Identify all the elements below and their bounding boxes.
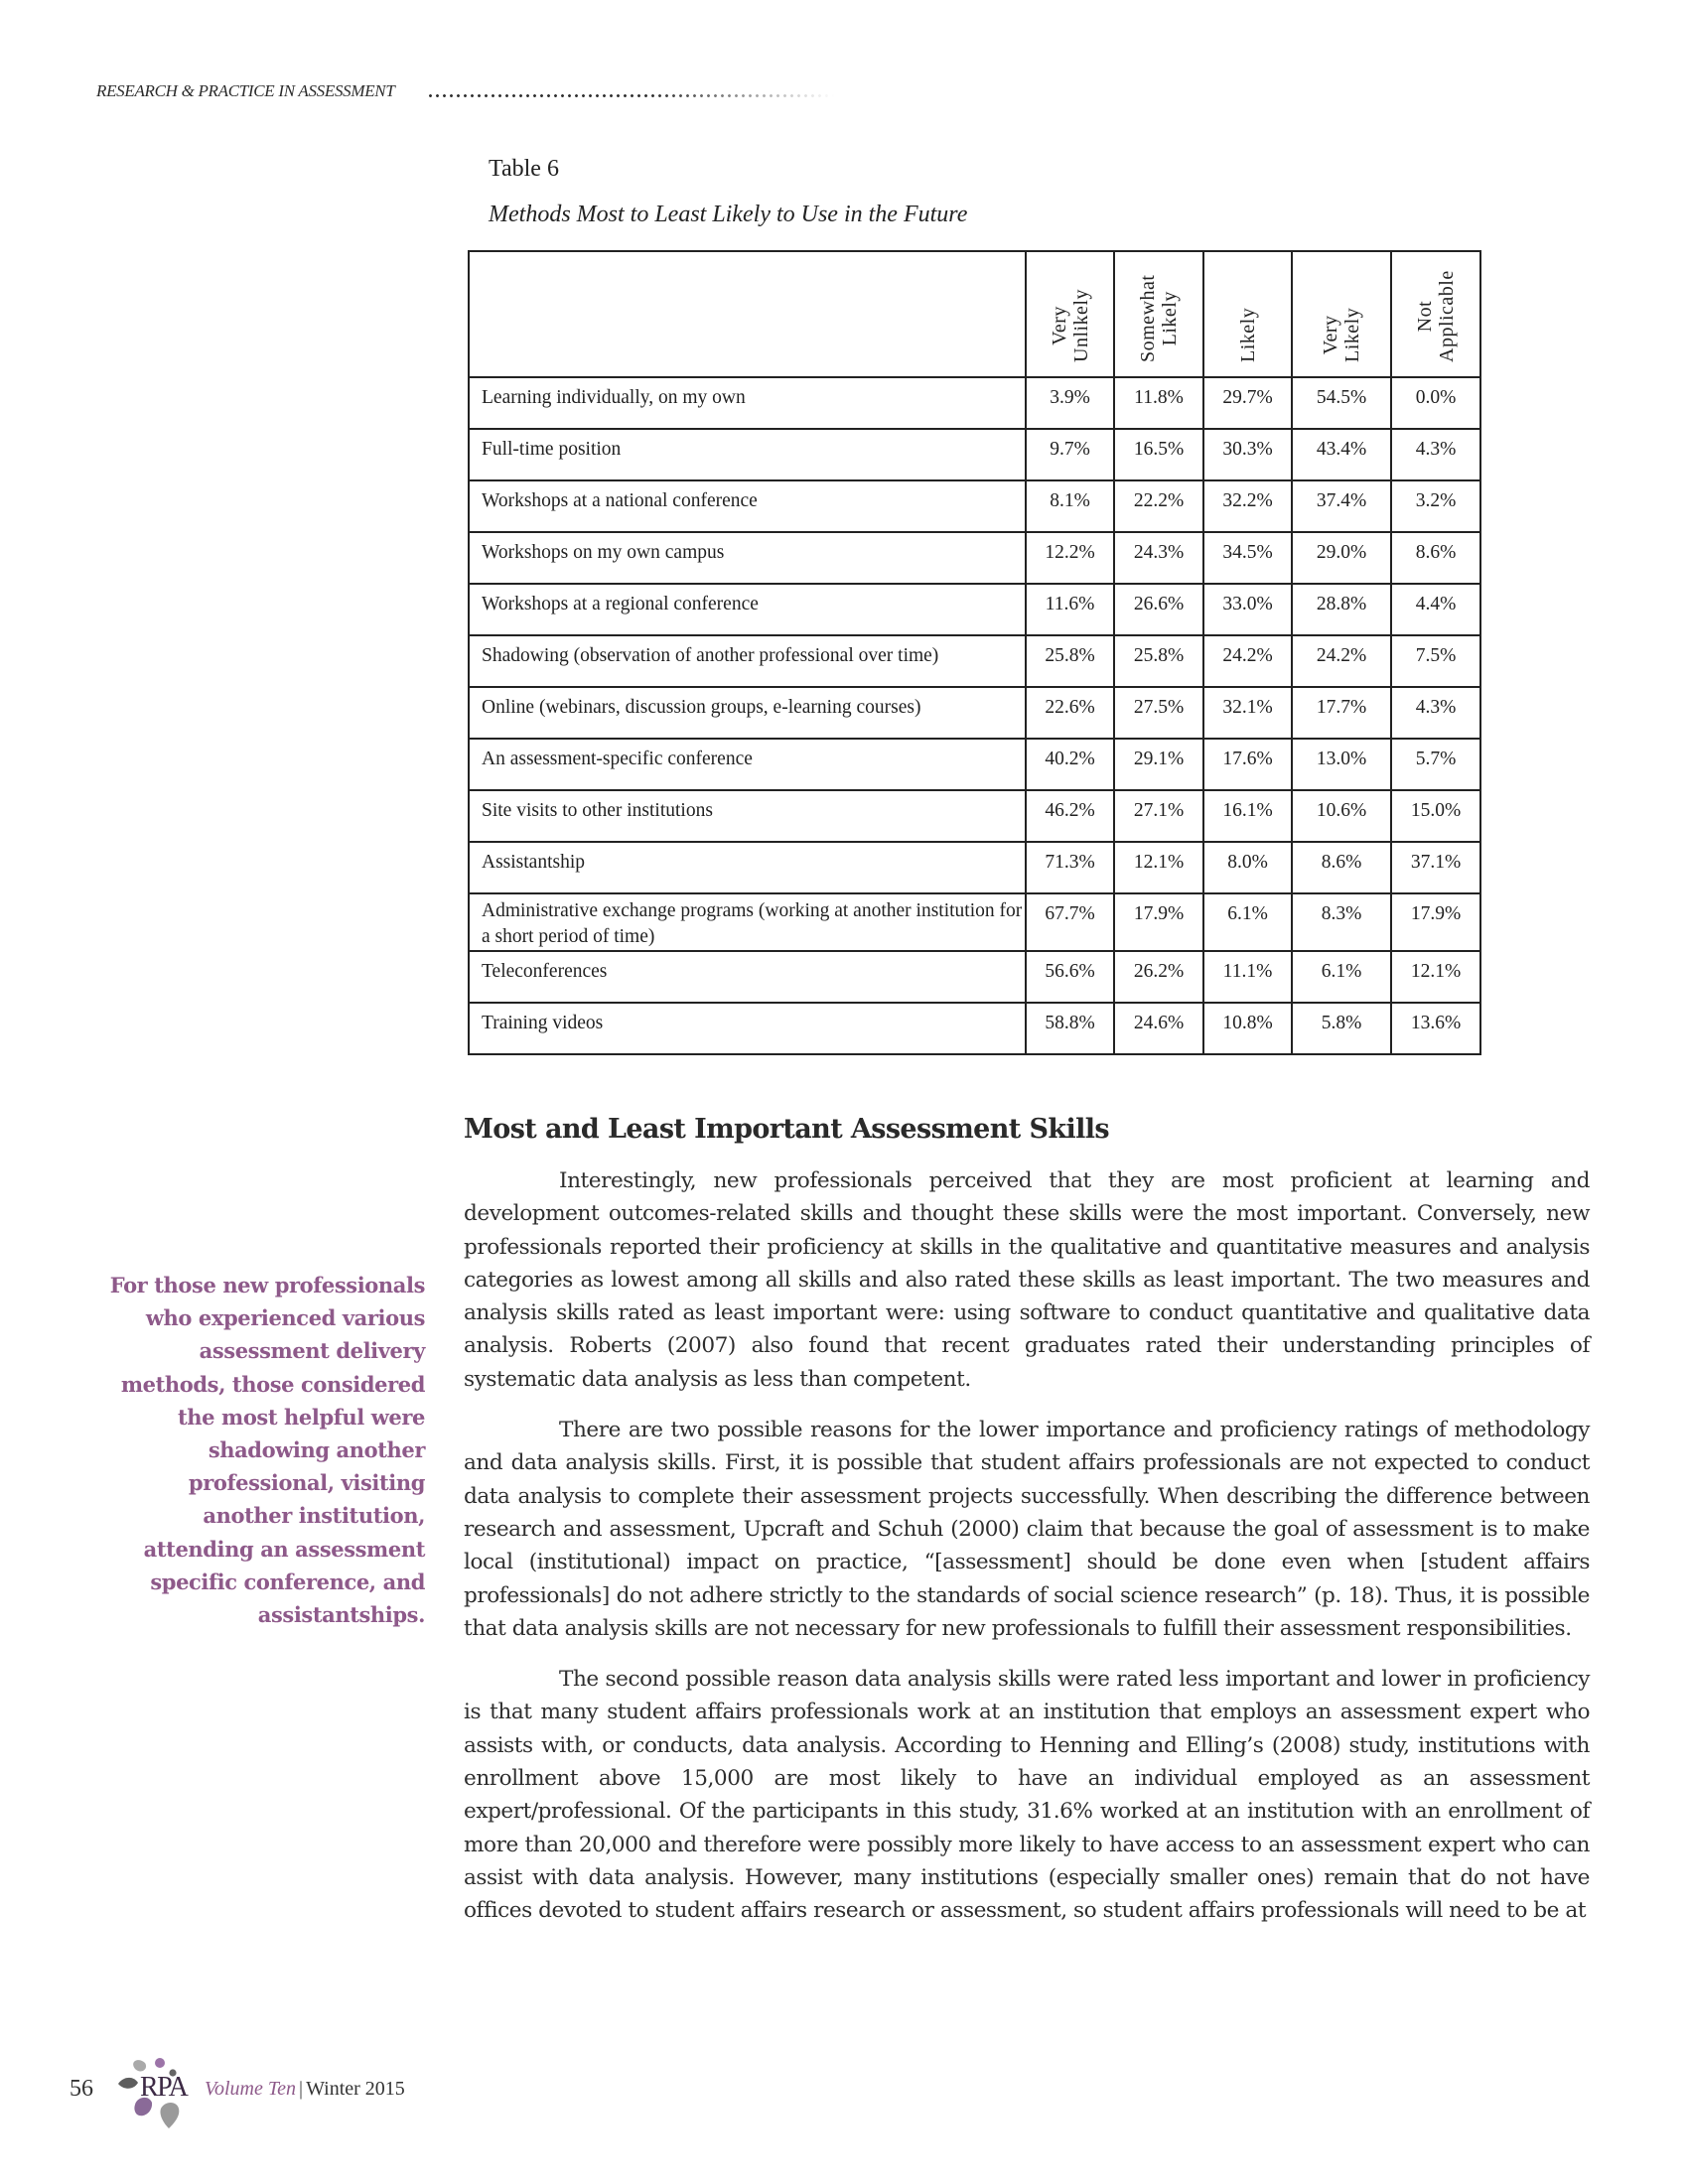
value-cell: 71.3% (1026, 842, 1114, 893)
footer-volume: Volume Ten (205, 2078, 297, 2100)
value-cell: 32.1% (1203, 687, 1292, 739)
value-cell: 32.2% (1203, 480, 1292, 532)
value-cell: 8.6% (1391, 532, 1480, 584)
value-cell: 37.1% (1391, 842, 1480, 893)
running-header: RESEARCH & PRACTICE IN ASSESSMENT (96, 81, 395, 100)
header-somewhat-likely: Somewhat Likely (1114, 251, 1203, 377)
method-cell: Online (webinars, discussion groups, e-learning courses) (469, 687, 1026, 739)
method-cell: Administrative exchange programs (working at another institution for a short period of time) (469, 893, 1026, 951)
value-cell: 46.2% (1026, 790, 1114, 842)
value-cell: 4.4% (1391, 584, 1480, 635)
value-cell: 28.8% (1292, 584, 1391, 635)
table-row (469, 635, 1480, 687)
value-cell: 24.6% (1114, 1003, 1203, 1054)
value-cell: 24.2% (1203, 635, 1292, 687)
value-cell: 8.3% (1292, 893, 1391, 951)
header-very-unlikely: Very Unlikely (1026, 251, 1114, 377)
header-not-applicable: Not Applicable (1391, 251, 1480, 377)
value-cell: 12.2% (1026, 532, 1114, 584)
paragraph: Interestingly, new professionals perceived that they are most proficient at learning and development outcomes-related skills and thought these skills were the most important. Conversely, new professionals reported their proficiency at skills in the qualitative and quantitative measures and analysis categories as lowest among all skills and also rated these skills as least important. The two measures and analysis skills rated as least important were: using software to conduct quantitative and qualitative data analysis. Roberts (2007) also found that recent graduates rated their understanding principles of systematic data analysis as less than competent. (464, 1168, 1590, 1392)
table-row (469, 842, 1480, 893)
value-cell: 17.7% (1292, 687, 1391, 739)
method-cell: Assistantship (469, 842, 1026, 893)
value-cell: 5.7% (1391, 739, 1480, 790)
table-row (469, 480, 1480, 532)
table-label: Table 6 (489, 156, 559, 182)
value-cell: 8.6% (1292, 842, 1391, 893)
footer-issue (205, 2078, 405, 2101)
table-row (469, 893, 1480, 951)
value-cell: 30.3% (1203, 429, 1292, 480)
value-cell: 58.8% (1026, 1003, 1114, 1054)
value-cell: 3.9% (1026, 377, 1114, 429)
value-cell: 12.1% (1114, 842, 1203, 893)
value-cell: 26.2% (1114, 951, 1203, 1003)
value-cell: 11.1% (1203, 951, 1292, 1003)
method-cell: Training videos (469, 1003, 1026, 1054)
value-cell: 25.8% (1114, 635, 1203, 687)
header-method (469, 251, 1026, 377)
table-title: Methods Most to Least Likely to Use in the Future (489, 202, 968, 227)
value-cell: 6.1% (1292, 951, 1391, 1003)
method-cell: An assessment-specific conference (469, 739, 1026, 790)
value-cell: 29.7% (1203, 377, 1292, 429)
page-number: 56 (70, 2076, 93, 2102)
table-header-row (469, 251, 1480, 377)
value-cell: 17.9% (1114, 893, 1203, 951)
value-cell: 22.2% (1114, 480, 1203, 532)
table-row (469, 687, 1480, 739)
value-cell: 34.5% (1203, 532, 1292, 584)
footer-season: Winter 2015 (306, 2078, 405, 2100)
method-cell: Workshops at a national conference (469, 480, 1026, 532)
footer-separator: | (299, 2078, 304, 2100)
value-cell: 16.5% (1114, 429, 1203, 480)
table-row (469, 377, 1480, 429)
value-cell: 16.1% (1203, 790, 1292, 842)
table-row (469, 951, 1480, 1003)
paragraph: The second possible reason data analysis skills were rated less important and lower in proficiency is that many student affairs professionals work at an institution that employs an assessment expert who assists with, or conducts, data analysis. According to Henning and Elling’s (2008) study, institutions with enrollment above 15,000 are most likely to have an individual employed as an assessment expert/professional. Of the participants in this study, 31.6% worked at an institution with an enrollment of more than 20,000 and therefore were possibly more likely to have access to an assessment expert who can assist with data analysis. However, many institutions (especially smaller ones) remain that do not have offices devoted to student affairs research or assessment, so student affairs professionals will need to be at (464, 1667, 1590, 1924)
value-cell: 8.0% (1203, 842, 1292, 893)
method-cell: Workshops at a regional conference (469, 584, 1026, 635)
pull-quote: For those new professionals who experienced various assessment delivery methods, those considered the most helpful were shadowing another professional, visiting another institution, attending an assessment specific conference, and assistantships. (109, 1273, 425, 1628)
table-row (469, 1003, 1480, 1054)
method-cell: Learning individually, on my own (469, 377, 1026, 429)
value-cell: 67.7% (1026, 893, 1114, 951)
value-cell: 12.1% (1391, 951, 1480, 1003)
value-cell: 5.8% (1292, 1003, 1391, 1054)
value-cell: 24.3% (1114, 532, 1203, 584)
value-cell: 43.4% (1292, 429, 1391, 480)
header-dotted-rule (427, 93, 834, 98)
value-cell: 24.2% (1292, 635, 1391, 687)
value-cell: 37.4% (1292, 480, 1391, 532)
table-row (469, 790, 1480, 842)
value-cell: 27.5% (1114, 687, 1203, 739)
value-cell: 29.1% (1114, 739, 1203, 790)
value-cell: 9.7% (1026, 429, 1114, 480)
value-cell: 4.3% (1391, 687, 1480, 739)
value-cell: 10.8% (1203, 1003, 1292, 1054)
value-cell: 33.0% (1203, 584, 1292, 635)
value-cell: 10.6% (1292, 790, 1391, 842)
header-very-likely: Very Likely (1292, 251, 1391, 377)
table-row (469, 532, 1480, 584)
value-cell: 7.5% (1391, 635, 1480, 687)
value-cell: 0.0% (1391, 377, 1480, 429)
value-cell: 11.8% (1114, 377, 1203, 429)
value-cell: 6.1% (1203, 893, 1292, 951)
paragraph: There are two possible reasons for the lower importance and proficiency ratings of methodology and data analysis skills. First, it is possible that student affairs professionals are not expected to conduct data analysis to complete their assessment projects successfully. When describing the difference between research and assessment, Upcraft and Schuh (2000) claim that because the goal of assessment is to make local (institutional) impact on practice, “[assessment] should be done even when [student affairs professionals] do not adhere strictly to the standards of social science research” (p. 18). Thus, it is possible that data analysis skills are not necessary for new professionals to fulfill their assessment responsibilities. (464, 1418, 1590, 1641)
value-cell: 26.6% (1114, 584, 1203, 635)
value-cell: 8.1% (1026, 480, 1114, 532)
value-cell: 3.2% (1391, 480, 1480, 532)
method-cell: Teleconferences (469, 951, 1026, 1003)
value-cell: 13.6% (1391, 1003, 1480, 1054)
methods-table (468, 250, 1481, 1055)
value-cell: 56.6% (1026, 951, 1114, 1003)
value-cell: 13.0% (1292, 739, 1391, 790)
method-cell: Site visits to other institutions (469, 790, 1026, 842)
body-text (464, 1164, 1590, 1946)
section-heading: Most and Least Important Assessment Skills (464, 1114, 1110, 1145)
table-row (469, 739, 1480, 790)
method-cell: Full-time position (469, 429, 1026, 480)
value-cell: 17.9% (1391, 893, 1480, 951)
table-row (469, 584, 1480, 635)
value-cell: 17.6% (1203, 739, 1292, 790)
value-cell: 4.3% (1391, 429, 1480, 480)
logo-text: RPA (140, 2072, 188, 2103)
header-likely: Likely (1203, 251, 1292, 377)
value-cell: 15.0% (1391, 790, 1480, 842)
table-row (469, 429, 1480, 480)
value-cell: 27.1% (1114, 790, 1203, 842)
value-cell: 25.8% (1026, 635, 1114, 687)
method-cell: Shadowing (observation of another professional over time) (469, 635, 1026, 687)
method-cell: Workshops on my own campus (469, 532, 1026, 584)
value-cell: 54.5% (1292, 377, 1391, 429)
value-cell: 11.6% (1026, 584, 1114, 635)
value-cell: 29.0% (1292, 532, 1391, 584)
value-cell: 40.2% (1026, 739, 1114, 790)
value-cell: 22.6% (1026, 687, 1114, 739)
